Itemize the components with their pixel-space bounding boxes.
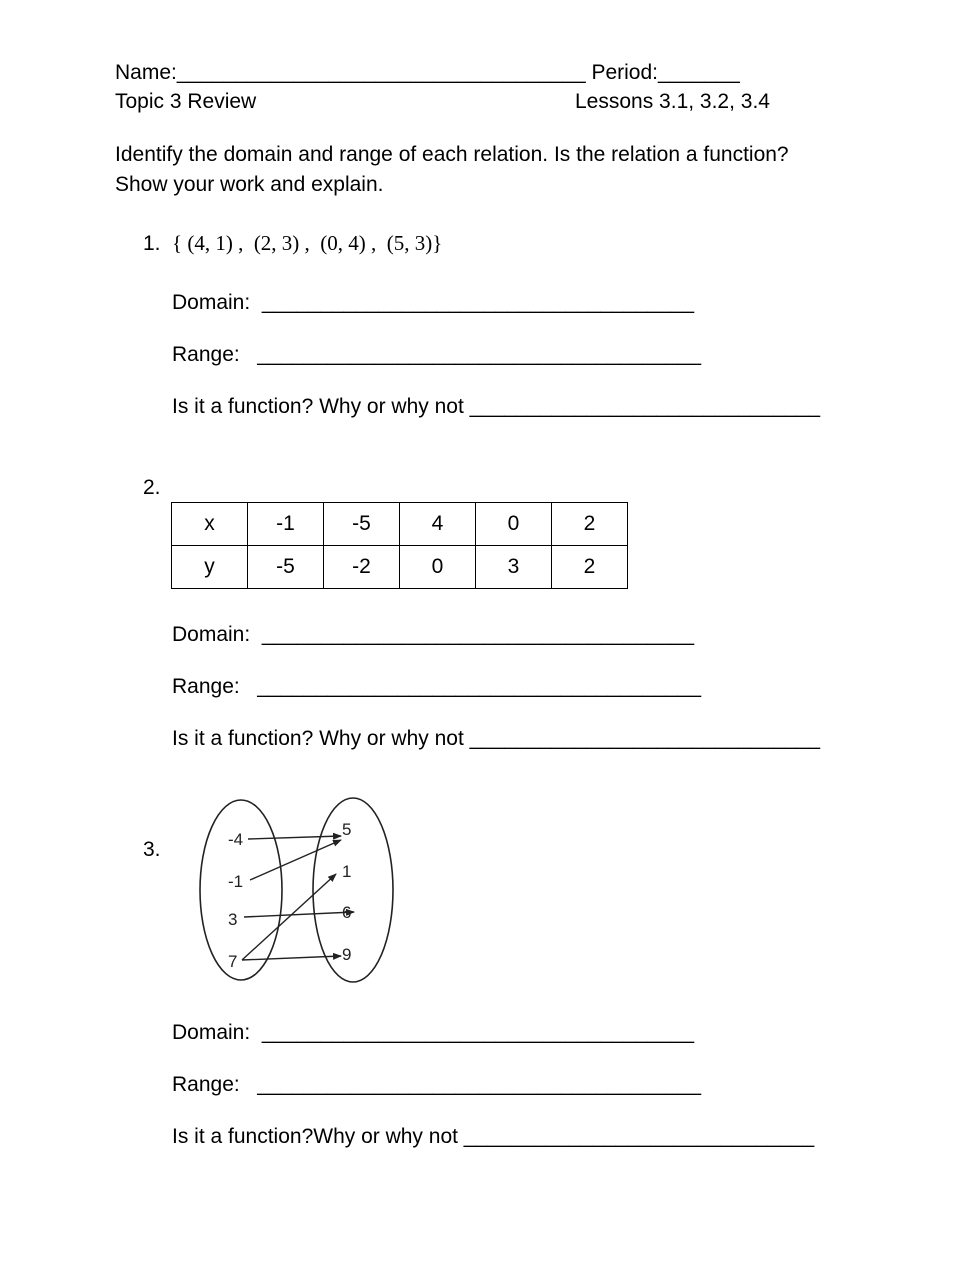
q2-function-question: Is it a function? Why or why not ______________________________ — [172, 727, 821, 750]
table-cell: 2 — [552, 546, 628, 589]
mapping-input-label: 7 — [228, 952, 238, 971]
mapping-output-label: 1 — [342, 862, 352, 881]
table-header-y: y — [172, 546, 248, 589]
mapping-arrow — [248, 836, 341, 839]
q1-function-question: Is it a function? Why or why not ______________________________ — [172, 395, 821, 418]
q3-domain-line: Domain: _____________________________________ — [172, 1021, 694, 1044]
mapping-output-label: 5 — [342, 820, 352, 839]
q2-xy-table — [171, 502, 628, 589]
table-cell: -1 — [248, 503, 324, 546]
q1-range-line: Range: ______________________________________ — [172, 343, 702, 366]
q2-range-line: Range: ______________________________________ — [172, 675, 702, 698]
q2-number: 2. — [143, 476, 161, 499]
mapping-output-label: 6 — [342, 903, 352, 922]
table-cell: -5 — [248, 546, 324, 589]
q1-number: 1. — [143, 232, 161, 255]
mapping-output-label: 9 — [342, 945, 352, 964]
table-cell: 4 — [400, 503, 476, 546]
table-cell: -2 — [324, 546, 400, 589]
table-cell: 0 — [400, 546, 476, 589]
table-row-y — [172, 546, 628, 589]
table-cell: 2 — [552, 503, 628, 546]
mapping-input-label: 3 — [228, 910, 238, 929]
q2-domain-line: Domain: _____________________________________ — [172, 623, 694, 646]
q1-domain-line: Domain: _____________________________________ — [172, 291, 694, 314]
lessons-label: Lessons 3.1, 3.2, 3.4 — [575, 90, 770, 113]
mapping-arrow — [250, 840, 341, 880]
mapping-arrow — [244, 912, 354, 917]
q3-mapping-diagram — [195, 795, 405, 995]
q3-number: 3. — [143, 838, 161, 861]
instructions-line-2: Show your work and explain. — [115, 173, 384, 196]
table-cell: 0 — [476, 503, 552, 546]
q3-function-question: Is it a function?Why or why not ______________________________ — [172, 1125, 815, 1148]
instructions-line-1: Identify the domain and range of each relation. Is the relation a function? — [115, 143, 789, 166]
table-row-x — [172, 503, 628, 546]
name-period-line: Name:___________________________________ Period:_______ — [115, 61, 740, 84]
worksheet-title: Topic 3 Review — [115, 90, 257, 113]
table-cell: -5 — [324, 503, 400, 546]
mapping-input-label: -1 — [228, 872, 244, 891]
output-oval — [313, 798, 393, 982]
mapping-input-label: -4 — [228, 830, 244, 849]
table-header-x: x — [172, 503, 248, 546]
q1-ordered-pair-set: { (4, 1) , (2, 3) , (0, 4) , (5, 3)} — [172, 231, 443, 255]
table-cell: 3 — [476, 546, 552, 589]
q3-range-line: Range: ______________________________________ — [172, 1073, 702, 1096]
